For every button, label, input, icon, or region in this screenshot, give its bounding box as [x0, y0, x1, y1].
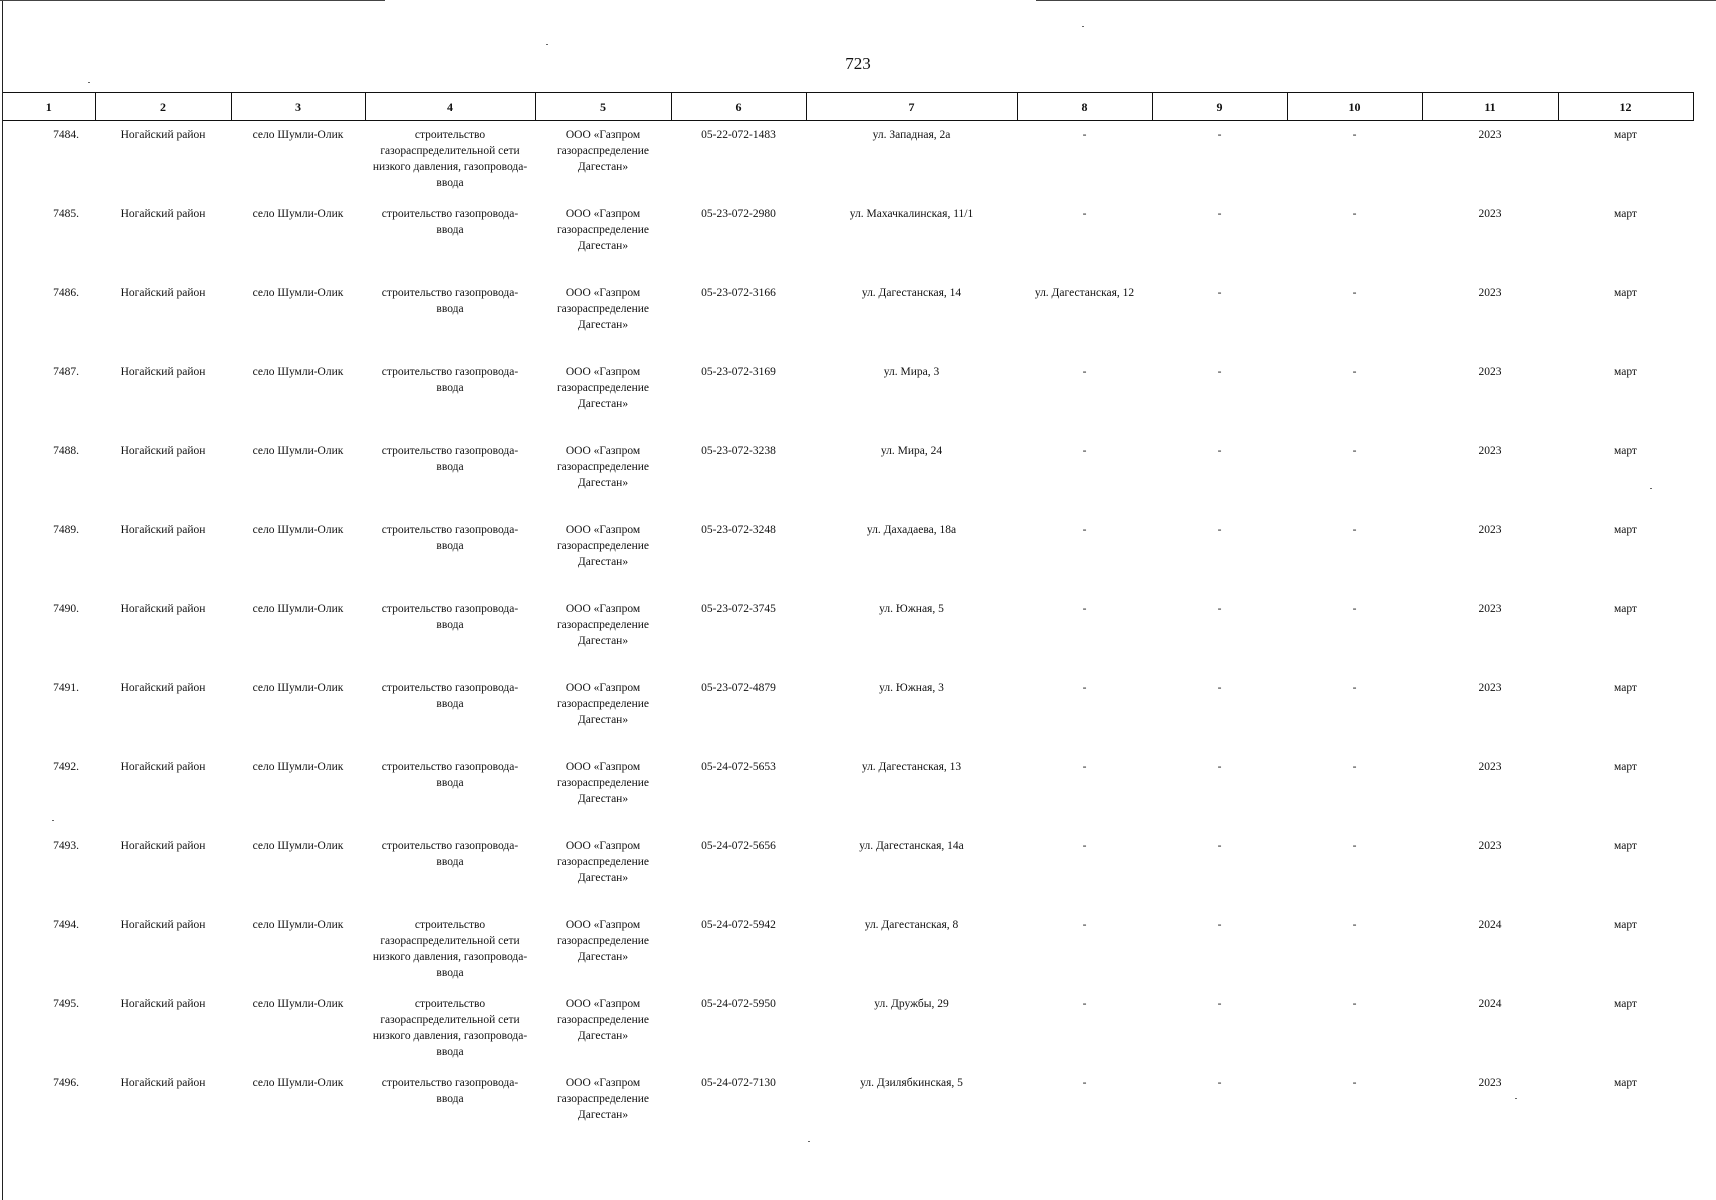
year-cell: 2023 — [1478, 840, 1502, 852]
district-cell: Ногайский район — [120, 287, 206, 299]
column-9-cell: - — [1217, 919, 1222, 931]
address-cell: ул. Южная, 3 — [879, 682, 944, 694]
column-10-cell: - — [1352, 287, 1357, 299]
column-8-cell: - — [1082, 366, 1087, 378]
organization-cell: ООО «Газпром газораспределение Дагестан» — [556, 840, 650, 884]
column-10-cell: - — [1352, 366, 1357, 378]
column-8-cell: - — [1082, 445, 1087, 457]
column-10-cell: - — [1352, 1077, 1357, 1089]
address-cell: ул. Мира, 3 — [883, 366, 940, 378]
column-9-cell: - — [1217, 524, 1222, 536]
application-code-cell: 05-23-072-3248 — [701, 524, 776, 536]
month-cell: март — [1614, 761, 1637, 773]
register-body — [3, 121, 1693, 1149]
column-header: 6 — [671, 93, 806, 121]
application-code-cell: 05-24-072-5942 — [701, 919, 776, 931]
application-code-cell: 05-24-072-7130 — [701, 1077, 776, 1089]
column-header: 3 — [231, 93, 365, 121]
column-10-cell: - — [1352, 840, 1357, 852]
row-number-cell: 7488. — [53, 445, 79, 457]
table-row — [3, 437, 1693, 516]
table-row — [3, 595, 1693, 674]
table-row — [3, 753, 1693, 832]
application-code-cell: 05-22-072-1483 — [701, 129, 776, 141]
column-9-cell: - — [1217, 208, 1222, 220]
column-header: 7 — [806, 93, 1017, 121]
top-rule-left — [0, 0, 385, 1]
column-header: 9 — [1152, 93, 1287, 121]
column-9-cell: - — [1217, 603, 1222, 615]
column-9-cell: - — [1217, 287, 1222, 299]
column-10-cell: - — [1352, 919, 1357, 931]
address-cell: ул. Дагестанская, 14 — [861, 287, 962, 299]
work-type-cell: строительство газопровода-ввода — [381, 761, 519, 789]
column-8-cell: - — [1082, 682, 1087, 694]
column-8-cell: - — [1082, 1077, 1087, 1089]
column-9-cell: - — [1217, 129, 1222, 141]
organization-cell: ООО «Газпром газораспределение Дагестан» — [556, 287, 650, 331]
row-number-cell: 7485. — [53, 208, 79, 220]
table-row — [3, 200, 1693, 279]
work-type-cell: строительство газопровода-ввода — [381, 366, 519, 394]
column-8-cell: - — [1082, 998, 1087, 1010]
settlement-cell: село Шумли-Олик — [252, 208, 344, 220]
work-type-cell: строительство газораспределительной сети низкого давления, газопровода-ввода — [372, 998, 528, 1058]
application-code-cell: 05-23-072-4879 — [701, 682, 776, 694]
month-cell: март — [1614, 682, 1637, 694]
table-row — [3, 279, 1693, 358]
district-cell: Ногайский район — [120, 524, 206, 536]
work-type-cell: строительство газораспределительной сети низкого давления, газопровода-ввода — [372, 129, 528, 189]
column-8-cell: ул. Дагестанская, 12 — [1034, 287, 1135, 299]
district-cell: Ногайский район — [120, 129, 206, 141]
application-code-cell: 05-23-072-3166 — [701, 287, 776, 299]
district-cell: Ногайский район — [120, 682, 206, 694]
month-cell: март — [1614, 129, 1637, 141]
column-9-cell: - — [1217, 840, 1222, 852]
year-cell: 2023 — [1478, 287, 1502, 299]
work-type-cell: строительство газопровода-ввода — [381, 1077, 519, 1105]
settlement-cell: село Шумли-Олик — [252, 840, 344, 852]
settlement-cell: село Шумли-Олик — [252, 366, 344, 378]
row-number-cell: 7496. — [53, 1077, 79, 1089]
column-10-cell: - — [1352, 998, 1357, 1010]
year-cell: 2023 — [1478, 129, 1502, 141]
row-number-cell: 7493. — [53, 840, 79, 852]
organization-cell: ООО «Газпром газораспределение Дагестан» — [556, 129, 650, 173]
column-9-cell: - — [1217, 682, 1222, 694]
year-cell: 2023 — [1478, 1077, 1502, 1089]
year-cell: 2023 — [1478, 603, 1502, 615]
organization-cell: ООО «Газпром газораспределение Дагестан» — [556, 208, 650, 252]
column-10-cell: - — [1352, 603, 1357, 615]
address-cell: ул. Дагестанская, 13 — [861, 761, 962, 773]
column-9-cell: - — [1217, 445, 1222, 457]
application-code-cell: 05-23-072-3238 — [701, 445, 776, 457]
year-cell: 2023 — [1478, 524, 1502, 536]
column-8-cell: - — [1082, 524, 1087, 536]
column-header: 2 — [95, 93, 231, 121]
table-row — [3, 674, 1693, 753]
row-number-cell: 7487. — [53, 366, 79, 378]
column-header: 5 — [535, 93, 671, 121]
work-type-cell: строительство газопровода-ввода — [381, 208, 519, 236]
settlement-cell: село Шумли-Олик — [252, 998, 344, 1010]
page-number: 723 — [845, 54, 871, 73]
district-cell: Ногайский район — [120, 1077, 206, 1089]
month-cell: март — [1614, 603, 1637, 615]
column-10-cell: - — [1352, 682, 1357, 694]
column-9-cell: - — [1217, 1077, 1222, 1089]
organization-cell: ООО «Газпром газораспределение Дагестан» — [556, 603, 650, 647]
column-header: 11 — [1422, 93, 1558, 121]
column-number-header-row — [3, 93, 1693, 121]
column-10-cell: - — [1352, 445, 1357, 457]
column-10-cell: - — [1352, 208, 1357, 220]
column-9-cell: - — [1217, 761, 1222, 773]
month-cell: март — [1614, 366, 1637, 378]
table-row — [3, 516, 1693, 595]
scan-speck — [88, 82, 90, 83]
table-row — [3, 990, 1693, 1069]
application-code-cell: 05-23-072-2980 — [701, 208, 776, 220]
column-8-cell: - — [1082, 919, 1087, 931]
year-cell: 2023 — [1478, 682, 1502, 694]
organization-cell: ООО «Газпром газораспределение Дагестан» — [556, 919, 650, 963]
column-8-cell: - — [1082, 840, 1087, 852]
work-type-cell: строительство газопровода-ввода — [381, 445, 519, 473]
address-cell: ул. Дагестанская, 14а — [859, 840, 964, 852]
settlement-cell: село Шумли-Олик — [252, 287, 344, 299]
top-rule-right — [1036, 0, 1716, 1]
column-header: 4 — [365, 93, 535, 121]
district-cell: Ногайский район — [120, 603, 206, 615]
row-number-cell: 7495. — [53, 998, 79, 1010]
work-type-cell: строительство газопровода-ввода — [381, 524, 519, 552]
column-9-cell: - — [1217, 366, 1222, 378]
year-cell: 2024 — [1478, 998, 1502, 1010]
column-header: 1 — [3, 93, 95, 121]
organization-cell: ООО «Газпром газораспределение Дагестан» — [556, 682, 650, 726]
month-cell: март — [1614, 524, 1637, 536]
address-cell: ул. Южная, 5 — [879, 603, 944, 615]
month-cell: март — [1614, 287, 1637, 299]
row-number-cell: 7494. — [53, 919, 79, 931]
district-cell: Ногайский район — [120, 998, 206, 1010]
organization-cell: ООО «Газпром газораспределение Дагестан» — [556, 445, 650, 489]
address-cell: ул. Дружбы, 29 — [874, 998, 949, 1010]
work-type-cell: строительство газопровода-ввода — [381, 682, 519, 710]
address-cell: ул. Махачкалинская, 11/1 — [849, 208, 974, 220]
district-cell: Ногайский район — [120, 208, 206, 220]
row-number-cell: 7490. — [53, 603, 79, 615]
address-cell: ул. Дзилябкинская, 5 — [860, 1077, 963, 1089]
district-cell: Ногайский район — [120, 840, 206, 852]
row-number-cell: 7489. — [53, 524, 79, 536]
year-cell: 2023 — [1478, 761, 1502, 773]
column-9-cell: - — [1217, 998, 1222, 1010]
year-cell: 2024 — [1478, 919, 1502, 931]
organization-cell: ООО «Газпром газораспределение Дагестан» — [556, 366, 650, 410]
month-cell: март — [1614, 840, 1637, 852]
settlement-cell: село Шумли-Олик — [252, 129, 344, 141]
district-cell: Ногайский район — [120, 366, 206, 378]
table-row — [3, 911, 1693, 990]
application-code-cell: 05-24-072-5656 — [701, 840, 776, 852]
work-type-cell: строительство газопровода-ввода — [381, 603, 519, 631]
month-cell: март — [1614, 445, 1637, 457]
row-number-cell: 7491. — [53, 682, 79, 694]
address-cell: ул. Дагестанская, 8 — [864, 919, 959, 931]
register-table — [3, 92, 1694, 1148]
year-cell: 2023 — [1478, 208, 1502, 220]
address-cell: ул. Западная, 2а — [872, 129, 951, 141]
row-number-cell: 7492. — [53, 761, 79, 773]
column-8-cell: - — [1082, 761, 1087, 773]
year-cell: 2023 — [1478, 445, 1502, 457]
application-code-cell: 05-23-072-3745 — [701, 603, 776, 615]
month-cell: март — [1614, 919, 1637, 931]
settlement-cell: село Шумли-Олик — [252, 445, 344, 457]
column-10-cell: - — [1352, 761, 1357, 773]
settlement-cell: село Шумли-Олик — [252, 682, 344, 694]
scan-speck — [1082, 26, 1084, 27]
organization-cell: ООО «Газпром газораспределение Дагестан» — [556, 761, 650, 805]
column-8-cell: - — [1082, 129, 1087, 141]
column-8-cell: - — [1082, 603, 1087, 615]
settlement-cell: село Шумли-Олик — [252, 919, 344, 931]
organization-cell: ООО «Газпром газораспределение Дагестан» — [556, 998, 650, 1042]
work-type-cell: строительство газопровода-ввода — [381, 287, 519, 315]
settlement-cell: село Шумли-Олик — [252, 524, 344, 536]
application-code-cell: 05-23-072-3169 — [701, 366, 776, 378]
month-cell: март — [1614, 998, 1637, 1010]
organization-cell: ООО «Газпром газораспределение Дагестан» — [556, 1077, 650, 1121]
settlement-cell: село Шумли-Олик — [252, 603, 344, 615]
table-row — [3, 358, 1693, 437]
district-cell: Ногайский район — [120, 445, 206, 457]
table-row — [3, 832, 1693, 911]
column-10-cell: - — [1352, 524, 1357, 536]
column-10-cell: - — [1352, 129, 1357, 141]
work-type-cell: строительство газопровода-ввода — [381, 840, 519, 868]
scan-speck — [546, 44, 548, 45]
settlement-cell: село Шумли-Олик — [252, 761, 344, 773]
application-code-cell: 05-24-072-5950 — [701, 998, 776, 1010]
application-code-cell: 05-24-072-5653 — [701, 761, 776, 773]
row-number-cell: 7486. — [53, 287, 79, 299]
table-row — [3, 121, 1693, 201]
row-number-cell: 7484. — [53, 129, 79, 141]
district-cell: Ногайский район — [120, 919, 206, 931]
settlement-cell: село Шумли-Олик — [252, 1077, 344, 1089]
district-cell: Ногайский район — [120, 761, 206, 773]
column-header: 8 — [1017, 93, 1152, 121]
column-8-cell: - — [1082, 208, 1087, 220]
month-cell: март — [1614, 1077, 1637, 1089]
address-cell: ул. Мира, 24 — [880, 445, 943, 457]
organization-cell: ООО «Газпром газораспределение Дагестан» — [556, 524, 650, 568]
work-type-cell: строительство газораспределительной сети низкого давления, газопровода-ввода — [372, 919, 528, 979]
column-header: 10 — [1287, 93, 1422, 121]
column-header: 12 — [1558, 93, 1693, 121]
year-cell: 2023 — [1478, 366, 1502, 378]
table-row — [3, 1069, 1693, 1148]
address-cell: ул. Дахадаева, 18а — [866, 524, 957, 536]
month-cell: март — [1614, 208, 1637, 220]
